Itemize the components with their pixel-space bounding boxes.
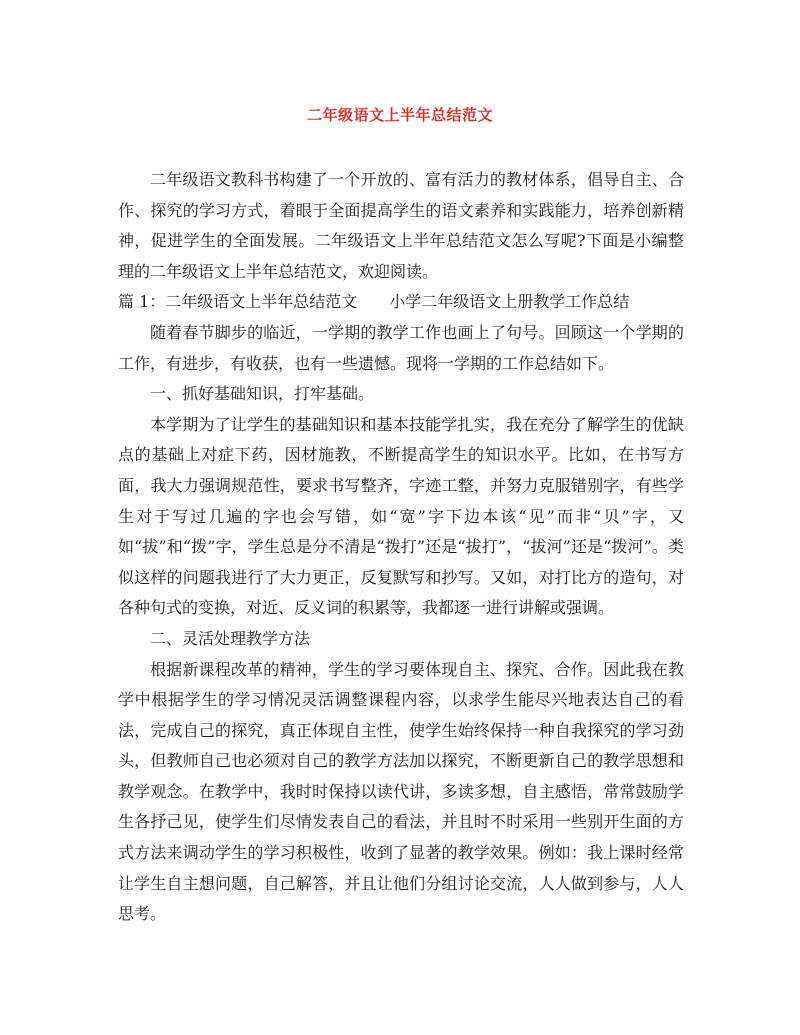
paragraph-basics: 本学期为了让学生的基础知识和基本技能学扎实，我在充分了解学生的优缺点的基础上对症下药，因材施教，不断提高学生的知识水平。比如，在书写方面，我大力强调规范性，要求书写整齐，字迹工整，并努力克服错别字，有些学生对于写过几遍的字也会写错，如“宽”字下边本该“见”而非“贝”字，又如“拔”和“拨”字，学生总是分不清是“拨打”还是“拔打”，“拔河”还是“拨河”。类似这样的问题我进行了大力更正，反复默写和抄写。又如，对打比方的造句，对各种句式的变换，对近、反义词的积累等，我都逐一进行讲解或强调。 <box>118 414 684 618</box>
paragraph-methods: 根据新课程改革的精神，学生的学习要体现自主、探究、合作。因此我在教学中根据学生的学习情况灵活调整课程内容，以求学生能尽兴地表达自己的看法，完成自己的探究，真正体现自主性，使学生始终保持一种自我探究的学习劲头，但教师自己也必须对自己的教学方法加以探究，不断更新自己的教学思想和教学观念。在教学中，我时时保持以读代讲，多读多想，自主感悟，常常鼓励学生各抒己见，使学生们尽情发表自己的看法，并且时不时采用一些别开生面的方式方法来调动学生的学习积极性，收到了显著的教学效果。例如：我上课时经常让学生自主想问题，自己解答，并且让他们分组讨论交流，人人做到参与，人人思考。 <box>118 659 684 924</box>
chapter-heading <box>118 287 684 318</box>
document-title: 二年级语文上半年总结范文 <box>306 106 493 124</box>
paragraph-review: 随着春节脚步的临近，一学期的教学工作也画上了句号。回顾这一个学期的工作，有进步，有收获，也有一些遗憾。现将一学期的工作总结如下。 <box>118 322 684 373</box>
intro-paragraph: 二年级语文教科书构建了一个开放的、富有活力的教材体系，倡导自主、合作、探究的学习方式，着眼于全面提高学生的语文素养和实践能力，培养创新精神，促进学生的全面发展。二年级语文上半年总结范文怎么写呢?下面是小编整理的二年级语文上半年总结范文，欢迎阅读。 <box>118 170 684 281</box>
chapter-subtitle: 小学二年级语文上册教学工作总结 <box>389 292 630 312</box>
chapter-label: 篇 1：二年级语文上半年总结范文 <box>118 292 358 312</box>
section-heading-basics: 一、抓好基础知识，打牢基础。 <box>150 384 375 404</box>
document-body <box>118 165 684 930</box>
section-heading-methods: 二、灵活处理教学方法 <box>150 628 311 648</box>
